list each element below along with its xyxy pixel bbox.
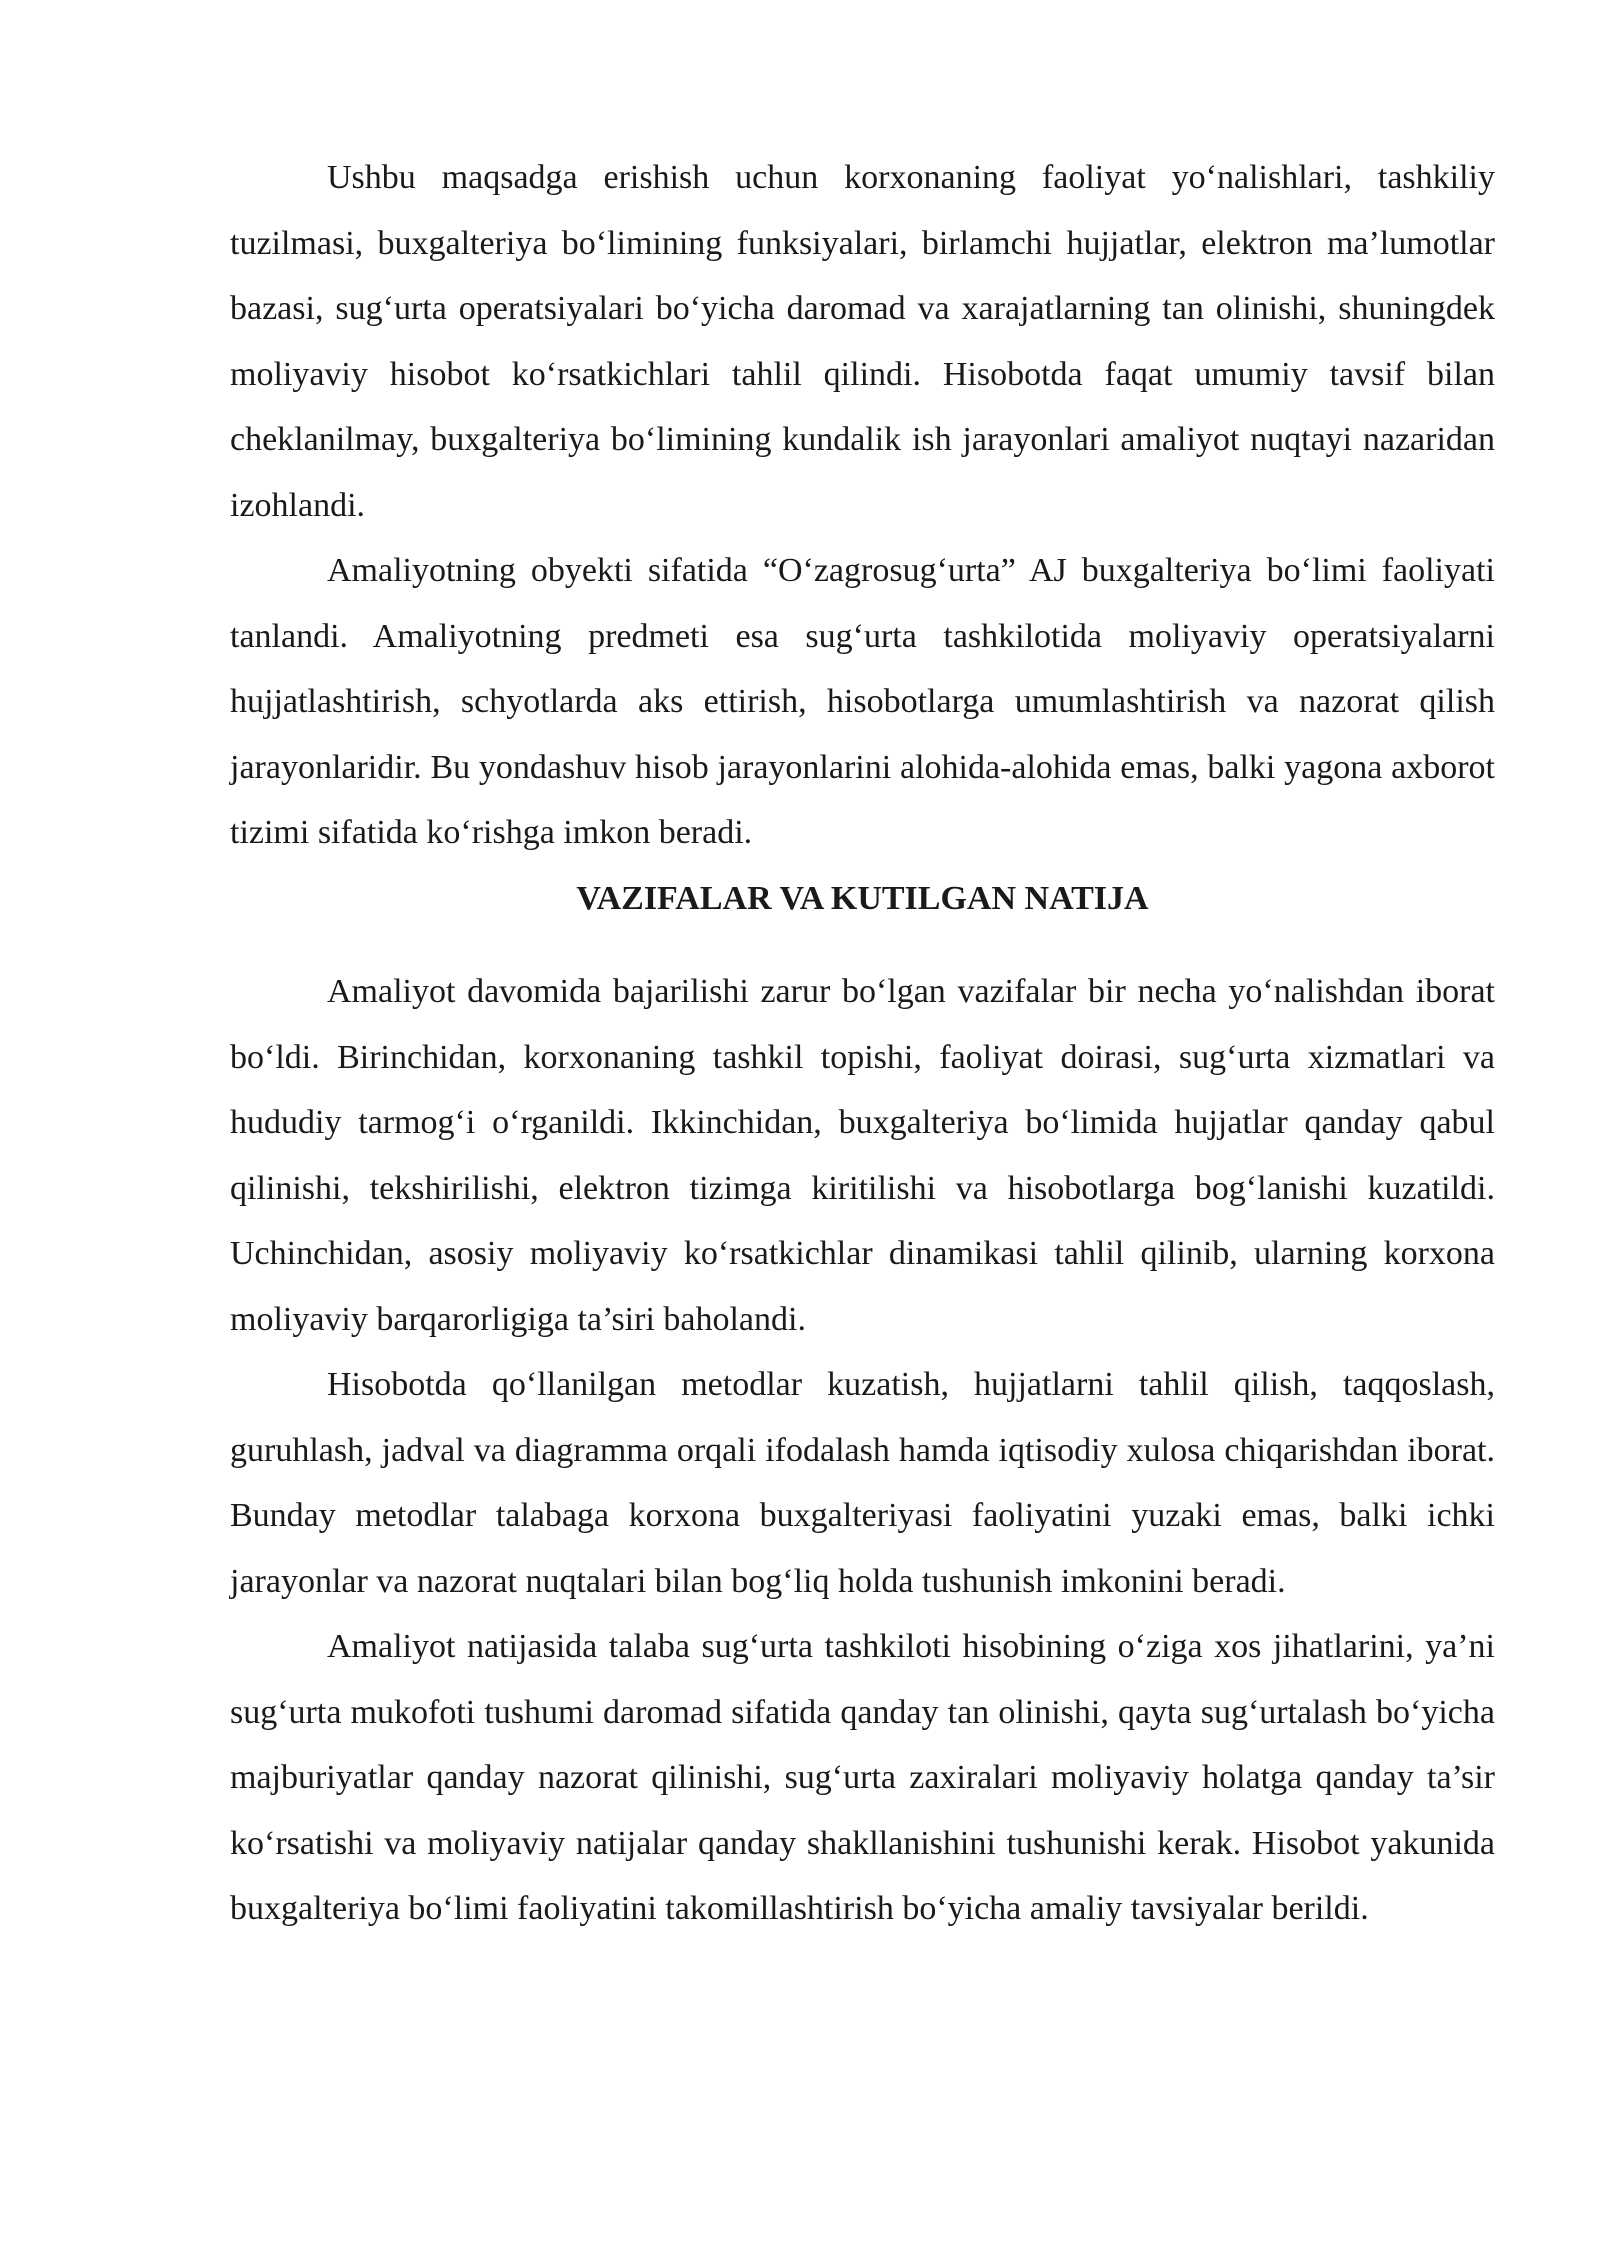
document-page [230, 145, 1495, 1942]
paragraph-methods: Hisobotda qo‘llanilgan metodlar kuzatish, hujjatlarni tahlil qilish, taqqoslash, guruhlash, jadval va diagramma orqali ifodalash hamda iqtisodiy xulosa chiqarishdan iborat. Bunday metodlar talabaga korxona buxgalteriyasi faoliyatini yuzaki emas, balki ichki jarayonlar va nazorat nuqtalari bilan bog‘liq holda tushunish imkonini beradi. [230, 1366, 1495, 1600]
paragraph-object-subject: Amaliyotning obyekti sifatida “O‘zagrosug‘urta” AJ buxgalteriya bo‘limi faoliyati tanlandi. Amaliyotning predmeti esa sug‘urta tashkilotida moliyaviy operatsiyalarni hujjatlashtirish, schyotlarda aks ettirish, hisobotlarga umumlashtirish va nazorat qilish jarayonlaridir. Bu yondashuv hisob jarayonlarini alohida-alohida emas, balki yagona axborot tizimi sifatida ko‘rishga imkon beradi. [230, 552, 1495, 851]
paragraph-expected-results: Amaliyot natijasida talaba sug‘urta tashkiloti hisobining o‘ziga xos jihatlarini, ya’ni sug‘urta mukofoti tushumi daromad sifatida qanday tan olinishi, qayta sug‘urtalash bo‘yicha majburiyatlar qanday nazorat qilinishi, sug‘urta zaxiralari moliyaviy holatga qanday ta’sir ko‘rsatishi va moliyaviy natijalar qanday shakllanishini tushunishi kerak. Hisobot yakunida buxgalteriya bo‘limi faoliyatini takomillashtirish bo‘yicha amaliy tavsiyalar berildi. [230, 1628, 1495, 1927]
paragraph-research-scope: Ushbu maqsadga erishish uchun korxonaning faoliyat yo‘nalishlari, tashkiliy tuzilmasi, buxgalteriya bo‘limining funksiyalari, birlamchi hujjatlar, elektron ma’lumotlar bazasi, sug‘urta operatsiyalari bo‘yicha daromad va xarajatlarning tan olinishi, shuningdek moliyaviy hisobot ko‘rsatkichlari tahlil qilindi. Hisobotda faqat umumiy tavsif bilan cheklanilmay, buxgalteriya bo‘limining kundalik ish jarayonlari amaliyot nuqtayi nazaridan izohlandi. [230, 159, 1495, 524]
section-heading: VAZIFALAR VA KUTILGAN NATIJA [576, 879, 1149, 917]
paragraph-tasks: Amaliyot davomida bajarilishi zarur bo‘lgan vazifalar bir necha yo‘nalishdan iborat bo‘ldi. Birinchidan, korxonaning tashkil topishi, faoliyat doirasi, sug‘urta xizmatlari va hududiy tarmog‘i o‘rganildi. Ikkinchidan, buxgalteriya bo‘limida hujjatlar qanday qabul qilinishi, tekshirilishi, elektron tizimga kiritilishi va hisobotlarga bog‘lanishi kuzatildi. Uchinchidan, asosiy moliyaviy ko‘rsatkichlar dinamikasi tahlil qilinib, ularning korxona moliyaviy barqarorligiga ta’siri baholandi. [230, 973, 1495, 1338]
